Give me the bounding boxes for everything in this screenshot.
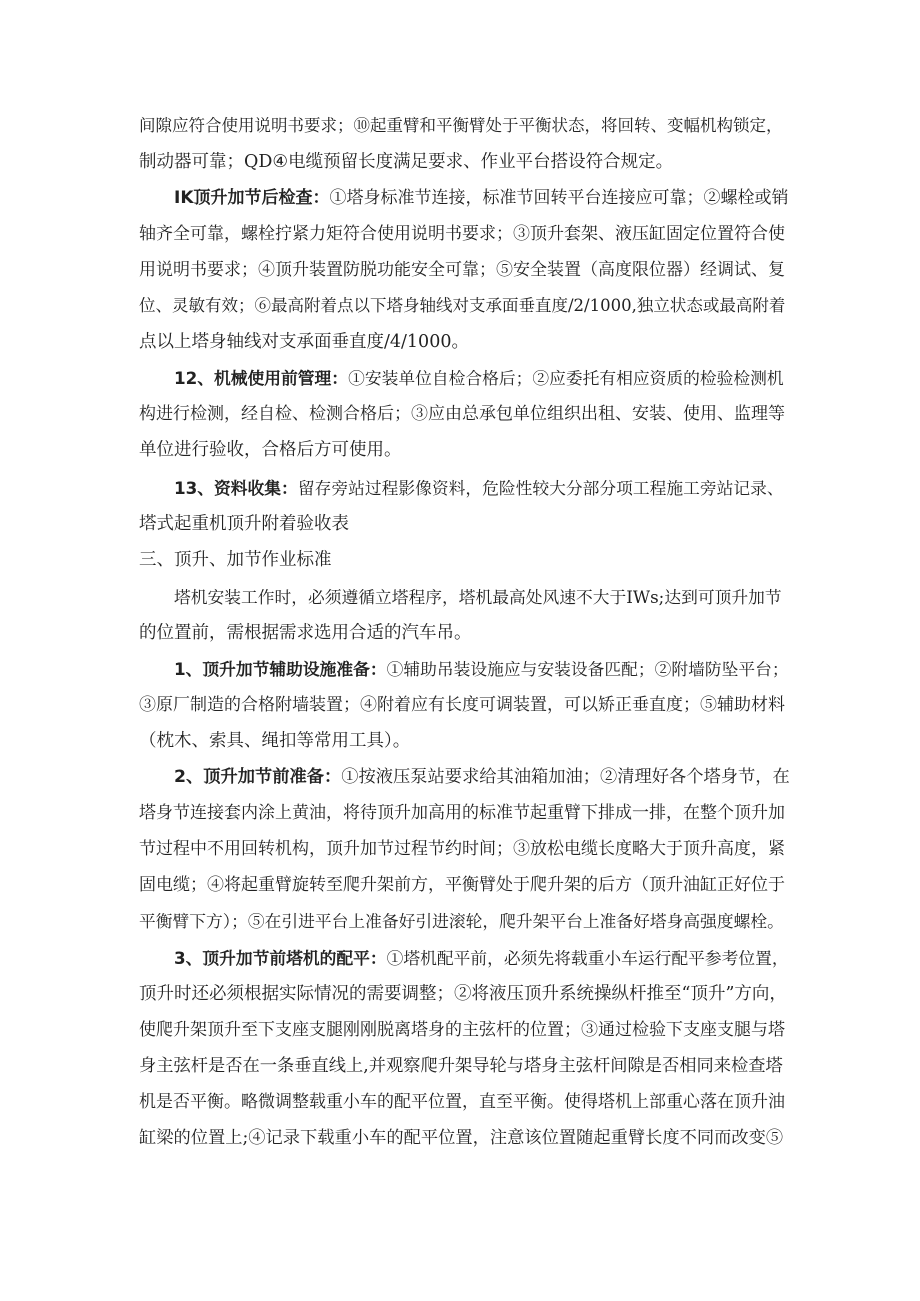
text-line: 使爬升架顶升至下支座支腿刚刚脱离塔身的主弦杆的位置；③通过检验下支座支腿与塔: [139, 1020, 785, 1040]
text-run: ①安装单位自检合格后；②应委托有相应资质的检验检测机: [348, 368, 784, 388]
text-run: 留存旁站过程影像资料，危险性较大分部分项工程施工旁站记录、: [297, 478, 784, 498]
text-line: 顶升时还必须根据实际情况的需要调整；②将液压顶升系统操纵杆推至“顶升”方向，: [139, 984, 787, 1004]
item-heading: 2、顶升加节前准备：: [174, 767, 342, 787]
item-heading: 12、机械使用前管理：: [174, 368, 349, 388]
text-line: 构进行检测，经自检、检测合格后；③应由总承包单位组织出租、安装、使用、监理等: [139, 404, 785, 424]
text-line: ③原厂制造的合格附墙装置；④附着应有长度可调装置，可以矫正垂直度；⑤辅助材料: [139, 695, 785, 715]
paragraph-first-line: [174, 476, 784, 500]
text-line: 的位置前，需根据需求选用合适的汽车吊。: [139, 623, 472, 643]
text-run: ①塔身标准节连接，标准节回转平台连接应可靠；②螺栓或销: [329, 188, 789, 208]
text-line: 间隙应符合使用说明书要求；⑩起重臂和平衡臂处于平衡状态，将回转、变幅机构锁定，: [139, 116, 783, 135]
text-line: 点以上塔身轴线对支承面垂直度/4/1000。: [139, 332, 469, 352]
text-line: 固电缆；④将起重臂旋转至爬升架前方，平衡臂处于爬升架的后方（顶升油缸正好位于: [139, 875, 785, 895]
item-heading: 13、资料收集：: [174, 478, 298, 498]
item-heading: 1、顶升加节辅助设施准备：: [174, 659, 387, 679]
text-line: （枕木、索具、绳扣等常用工具）。: [139, 731, 411, 751]
item-heading: 3、顶升加节前塔机的配平：: [174, 948, 387, 968]
text-line: 位、灵敏有效；⑥最高附着点以下塔身轴线对支承面垂直度/2/1000,独立状态或最高附着: [139, 296, 786, 315]
text-run: ①塔机配平前，必须先将载重小车运行配平参考位置，: [386, 948, 789, 968]
text-run: ①辅助吊装设施应与安装设备匹配；②附墙防坠平台；: [386, 659, 789, 679]
paragraph-first-line: [174, 946, 789, 970]
text-line: 身主弦杆是否在一条垂直线上,并观察爬升架导轮与塔身主弦杆间隙是否相同来检查塔: [139, 1056, 783, 1076]
text-line: 用说明书要求；④顶升装置防脱功能安全可靠；⑤安全装置（高度限位器）经调试、复: [139, 260, 785, 280]
paragraph-first-line: [174, 186, 789, 210]
text-line: 缸梁的位置上;④记录下载重小车的配平位置，注意该位置随起重臂长度不同而改变⑤: [139, 1128, 784, 1148]
text-line: 单位进行验收，合格后方可使用。: [139, 440, 402, 460]
text-line: 平衡臂下方）；⑤在引进平台上准备好引进滚轮，爬升架平台上准备好塔身高强度螺栓。: [139, 911, 784, 931]
text-line: 节过程中不用回转机构，顶升加节过程节约时间；③放松电缆长度略大于顶升高度，紧: [139, 839, 785, 859]
text-run: ①按液压泵站要求给其油箱加油；②清理好各个塔身节，在: [341, 767, 790, 787]
paragraph-first-line: [174, 366, 784, 390]
paragraph-first-line: [174, 765, 790, 789]
item-heading: IK顶升加节后检查：: [174, 188, 330, 208]
paragraph-first-line: [174, 657, 789, 681]
text-line: 塔式起重机顶升附着验收表: [139, 514, 349, 534]
text-line: 塔机安装工作时，必须遵循立塔程序，塔机最高处风速不大于IWs;达到可顶升加节: [174, 587, 782, 607]
section-title: 三、顶升、加节作业标准: [139, 550, 332, 570]
text-line: 塔身节连接套内涂上黄油，将待顶升加高用的标准节起重臂下排成一排，在整个顶升加: [139, 803, 785, 823]
text-line: 制动器可靠；QD④电缆预留长度满足要求、作业平台搭设符合规定。: [139, 152, 674, 172]
text-line: 轴齐全可靠，螺栓拧紧力矩符合使用说明书要求；③顶升套架、液压缸固定位置符合使: [139, 224, 785, 244]
text-line: 机是否平衡。略微调整载重小车的配平位置，直至平衡。使得塔机上部重心落在顶升油: [139, 1092, 785, 1112]
